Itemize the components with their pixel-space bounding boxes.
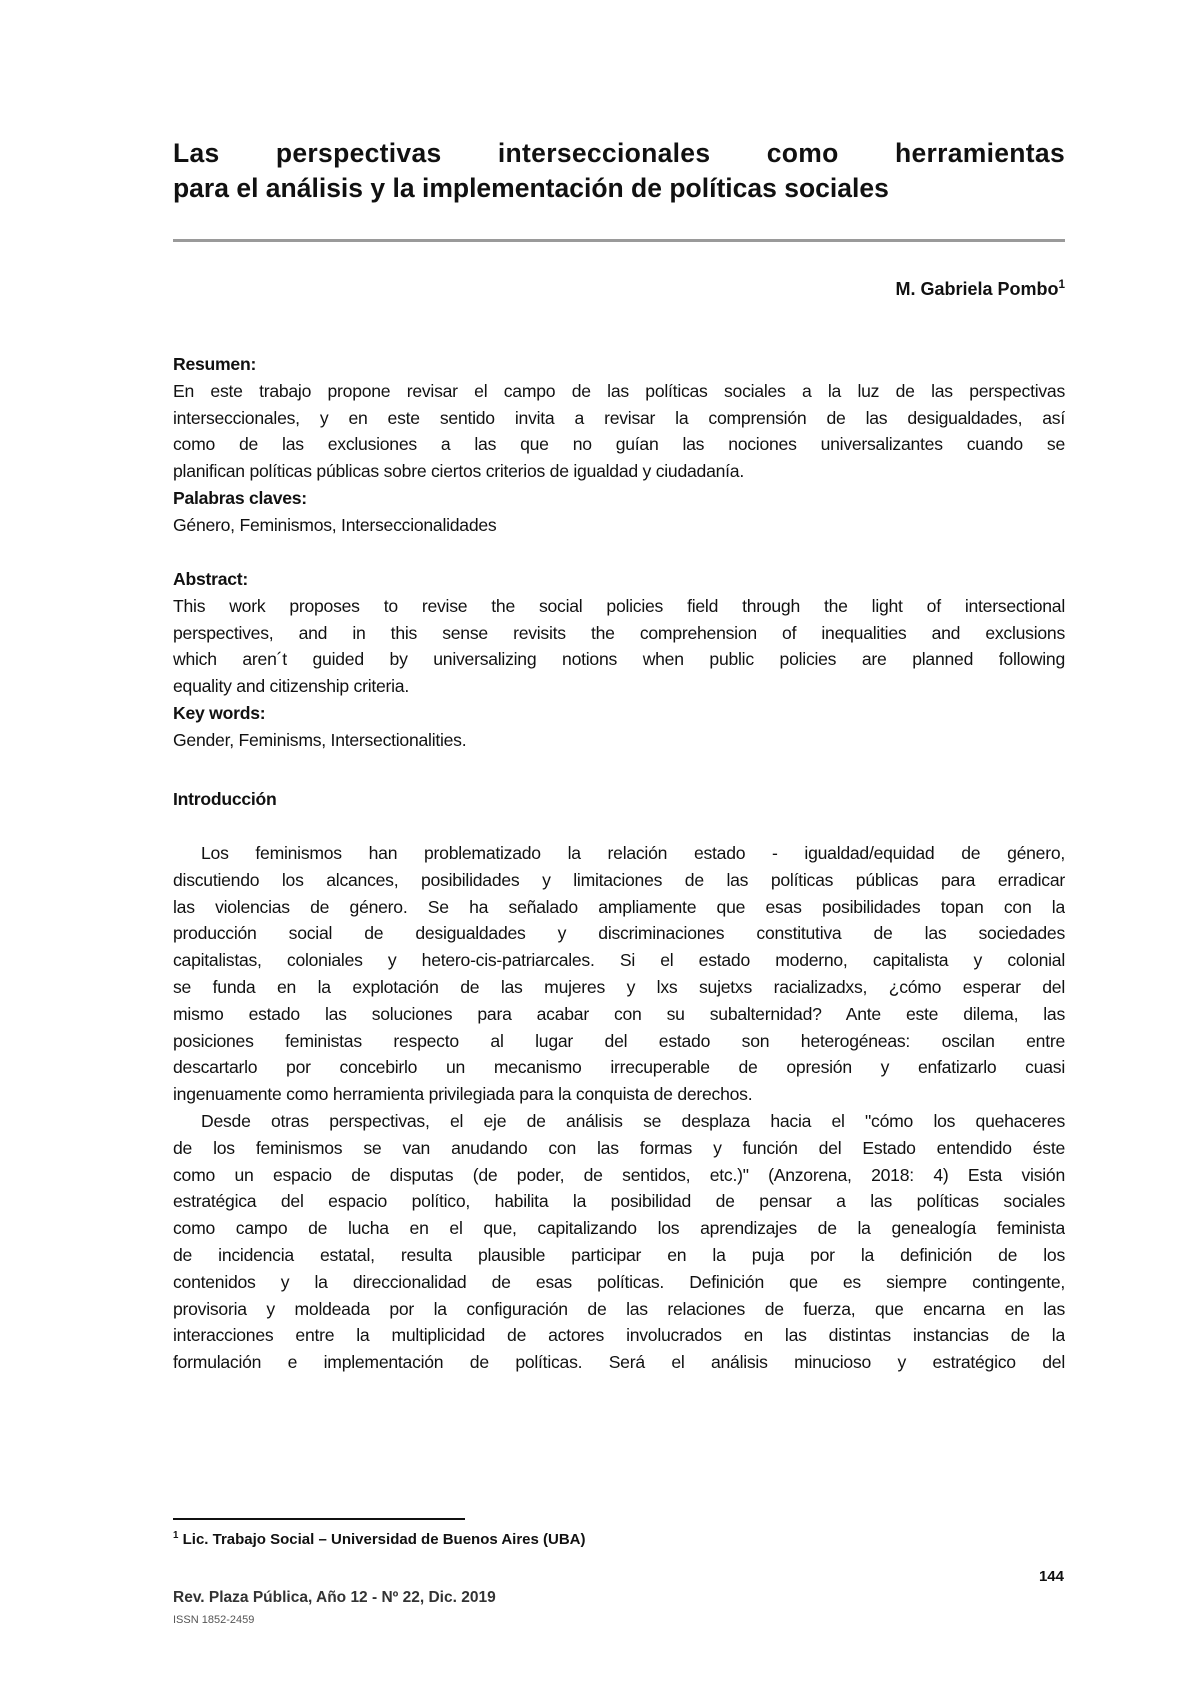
title-line: para el análisis y la implementación de políticas sociales — [173, 173, 889, 203]
footnote-marker: 1 — [1058, 278, 1065, 291]
paragraph-line: mismo estado las soluciones para acabar con su subalternidad? Ante este dilema, las — [173, 1003, 1065, 1024]
resumen-line: En este trabajo propone revisar el campo de las políticas sociales a la luz de las perspectivas — [173, 380, 1065, 401]
resumen-line: planifican políticas públicas sobre ciertos criterios de igualdad y ciudadanía. — [173, 461, 744, 482]
intro-heading — [173, 786, 1065, 813]
paragraph-line: Los feminismos han problematizado la relación estado - igualdad/equidad de género, — [201, 843, 1065, 863]
paragraph-line: las violencias de género. Se ha señalado ampliamente que esas posibilidades topan con la — [173, 896, 1065, 917]
paragraph-line: como campo de lucha en el que, capitalizando los aprendizajes de la genealogía feminista — [173, 1218, 1065, 1239]
abstract-heading: Abstract: — [173, 569, 248, 589]
abstract-line: which aren´t guided by universalizing notions when public policies are planned following — [173, 649, 1065, 670]
keywords-heading: Key words: — [173, 702, 266, 723]
keywords-heading: Palabras claves: — [173, 487, 307, 508]
paragraph-line: de los feminismos se van anudando con las formas y función del Estado entendido éste — [173, 1137, 1065, 1158]
keywords: Género, Feminismos, Interseccionalidades — [173, 514, 497, 535]
author-name: M. Gabriela Pombo — [895, 279, 1059, 299]
footnote-marker: 1 — [173, 1530, 179, 1541]
paragraph-line: ingenuamente como herramienta privilegiada para la conquista de derechos. — [173, 1084, 753, 1105]
paragraph-line: posiciones feministas respecto al lugar del estado son heterogéneas: oscilan entre — [173, 1030, 1065, 1051]
article-title — [173, 136, 1065, 206]
section-heading: Introducción — [173, 789, 277, 809]
journal-citation: Rev. Plaza Pública, Año 12 - Nº 22, Dic. 2019 — [173, 1589, 496, 1606]
abstract-section — [173, 566, 1065, 754]
issn: ISSN 1852-2459 — [173, 1614, 255, 1626]
footnote-text: Lic. Trabajo Social – Universidad de Buenos Aires (UBA) — [182, 1531, 586, 1548]
title-line: Las perspectivas interseccionales como herramientas — [173, 138, 1065, 168]
paragraph-line: producción social de desigualdades y discriminaciones constitutiva de las sociedades — [173, 923, 1065, 944]
keywords: Gender, Feminisms, Intersectionalities. — [173, 729, 467, 750]
paragraph-line: como un espacio de disputas (de poder, de sentidos, etc.)" (Anzorena, 2018: 4) Esta visión — [173, 1164, 1065, 1185]
title-divider — [173, 239, 1065, 242]
paragraph-line: provisoria y moldeada por la configuración de las relaciones de fuerza, que encarna en las — [173, 1298, 1065, 1319]
paragraph-line: discutiendo los alcances, posibilidades y limitaciones de las políticas públicas para erradicar — [173, 869, 1065, 890]
abstract-line: This work proposes to revise the social policies field through the light of intersectional — [173, 595, 1065, 616]
resumen-line: como de las exclusiones a las que no guían las nociones universalizantes cuando se — [173, 434, 1065, 455]
footnote — [173, 1530, 586, 1548]
paragraph-line: formulación e implementación de políticas. Será el análisis minucioso y estratégico del — [173, 1352, 1065, 1373]
paragraph-line: se funda en la explotación de las mujeres y lxs sujetxs racializadxs, ¿cómo esperar del — [173, 976, 1065, 997]
paragraph-line: contenidos y la direccionalidad de esas políticas. Definición que es siempre contingente, — [173, 1271, 1065, 1292]
paragraph-line: descartarlo por concebirlo un mecanismo irrecuperable de opresión y enfatizarlo cuasi — [173, 1057, 1065, 1078]
resumen-heading: Resumen: — [173, 354, 257, 374]
page-number: 144 — [1038, 1568, 1064, 1585]
abstract-line: perspectives, and in this sense revisits the comprehension of inequalities and exclusions — [173, 622, 1065, 643]
resumen-section — [173, 351, 1065, 539]
footnote-divider — [173, 1518, 465, 1520]
abstract-line: equality and citizenship criteria. — [173, 676, 409, 697]
paragraph-line: de incidencia estatal, resulta plausible participar en la puja por la definición de los — [173, 1244, 1065, 1265]
paragraph-line: capitalistas, coloniales y hetero-cis-patriarcales. Si el estado moderno, capitalista y colonial — [173, 950, 1065, 971]
author — [895, 278, 1065, 300]
paragraph-line: Desde otras perspectivas, el eje de análisis se desplaza hacia el "cómo los quehaceres — [201, 1111, 1065, 1131]
paragraph-line: estratégica del espacio político, habilita la posibilidad de pensar a las políticas sociales — [173, 1191, 1065, 1212]
paragraph-line: interacciones entre la multiplicidad de actores involucrados en las distintas instancias de la — [173, 1325, 1065, 1346]
intro-paragraph-1 — [173, 840, 1065, 1108]
intro-paragraph-2 — [173, 1108, 1065, 1376]
resumen-line: interseccionales, y en este sentido invita a revisar la comprensión de las desigualdades, así — [173, 407, 1065, 428]
